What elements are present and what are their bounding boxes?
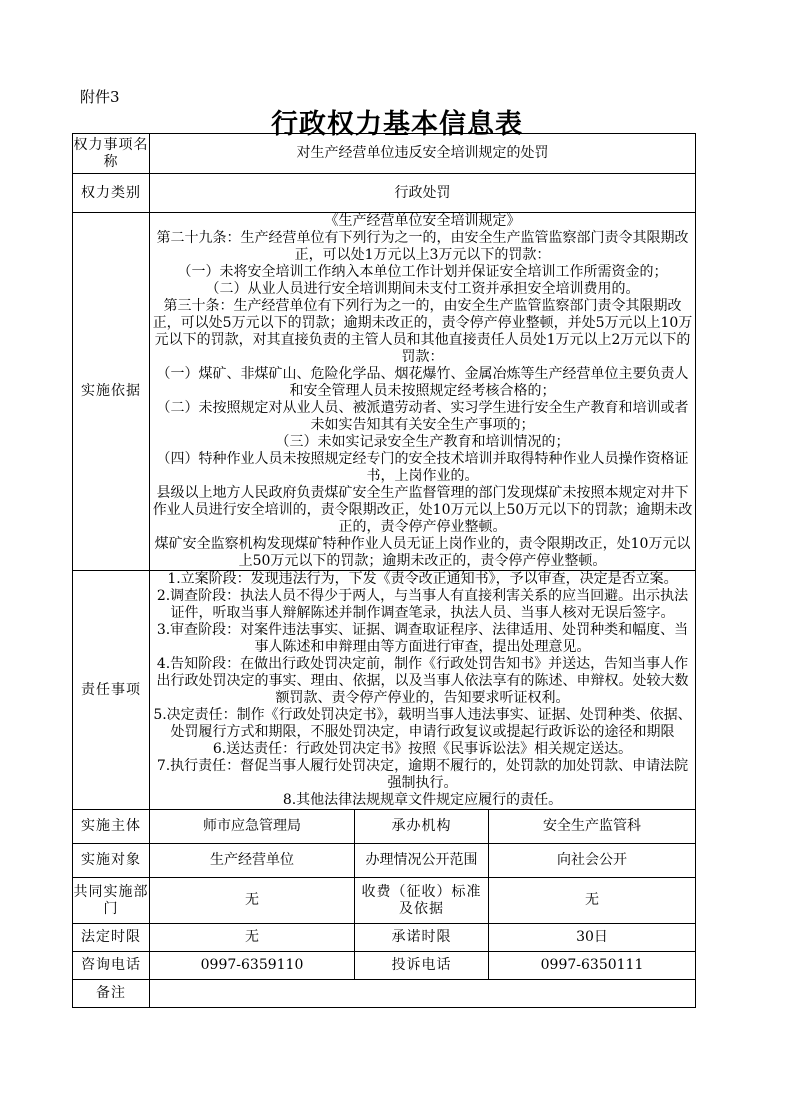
basis-line: （一）未将安全培训工作纳入本单位工作计划并保证安全培训工作所需资金的； <box>177 264 668 280</box>
consult-phone-label: 咨询电话 <box>73 952 150 980</box>
basis-line: 煤矿安全监察机构发现煤矿特种作业人员无证上岗作业的，责令限期改正，处10万元以上50万元以下的罚款；逾期未改正的，责令停产停业整顿。 <box>154 536 691 569</box>
subject-value: 师市应急管理局 <box>150 810 355 844</box>
agency-label: 承办机构 <box>355 810 489 844</box>
responsibility-line: 3.审查阶段：对案件违法事实、证据、调查取证程序、法律适用、处罚种类和幅度、当事人陈述和申辩理由等方面进行审查，提出处理意见。 <box>156 622 689 655</box>
row-basis <box>73 213 696 571</box>
responsibility-label: 责任事项 <box>73 571 150 810</box>
legal-time-label: 法定时限 <box>73 924 150 952</box>
basis-line: （四）特种作业人员未按照规定经专门的安全技术培训并取得特种作业人员操作资格证书，上岗作业的。 <box>156 451 689 484</box>
basis-line: （一）煤矿、非煤矿山、危险化学品、烟花爆竹、金属冶炼等生产经营单位主要负责人和安全管理人员未按照规定经考核合格的； <box>156 366 689 399</box>
row-responsibility <box>73 571 696 810</box>
basis-line: 第二十九条：生产经营单位有下列行为之一的，由安全生产监管监察部门责令其限期改正，可以处1万元以上3万元以下的罚款： <box>156 230 689 263</box>
page-title: 行政权力基本信息表 <box>271 109 523 140</box>
responsibility-line: 6.送达责任：行政处罚决定书》按照《民事诉讼法》相关规定送达。 <box>212 741 633 757</box>
basis-line: （三）未如实记录安全生产教育和培训情况的； <box>275 434 570 450</box>
target-label: 实施对象 <box>73 844 150 878</box>
info-table <box>72 133 696 1008</box>
disclosure-value: 向社会公开 <box>489 844 696 878</box>
target-value: 生产经营单位 <box>150 844 355 878</box>
consult-phone-value: 0997-6359110 <box>150 952 355 980</box>
category-label: 权力类别 <box>73 174 150 213</box>
basis-label: 实施依据 <box>73 213 150 571</box>
attachment-label: 附件3 <box>80 88 120 106</box>
item-name-label: 权力事项名称 <box>73 134 150 174</box>
row-time <box>73 924 696 952</box>
responsibility-text <box>150 571 696 810</box>
legal-time-value: 无 <box>150 924 355 952</box>
basis-text <box>150 213 696 571</box>
responsibility-line: 1.立案阶段：发现违法行为，下发《责令改正通知书》，予以审查，决定是否立案。 <box>167 571 678 587</box>
basis-line: （二）从业人员进行安全培训期间未支付工资并承担安全培训费用的。 <box>205 281 640 297</box>
row-remark <box>73 980 696 1008</box>
row-phone <box>73 952 696 980</box>
complaint-phone-label: 投诉电话 <box>355 952 489 980</box>
category-value: 行政处罚 <box>150 174 696 213</box>
responsibility-line: 4.告知阶段：在做出行政处罚决定前，制作《行政处罚告知书》并送达，告知当事人作出行政处罚决定的事实、理由、依据，以及当事人依法享有的陈述、申辩权。处较大数额罚款、责令停产停业的，告知要求听证权利。 <box>156 656 689 706</box>
subject-label: 实施主体 <box>73 810 150 844</box>
row-subject <box>73 810 696 844</box>
joint-label: 共同实施部门 <box>73 878 150 924</box>
responsibility-line: 5.决定责任：制作《行政处罚决定书》，载明当事人违法事实、证据、处罚种类、依据、处罚履行方式和期限，不服处罚决定，申请行政复议或提起行政诉讼的途径和期限 <box>153 707 692 740</box>
responsibility-line: 8.其他法律法规规章文件规定应履行的责任。 <box>282 792 563 808</box>
promise-time-label: 承诺时限 <box>355 924 489 952</box>
row-category <box>73 174 696 213</box>
row-joint <box>73 878 696 924</box>
fee-label: 收费（征收）标准及依据 <box>355 878 489 924</box>
agency-value: 安全生产监管科 <box>489 810 696 844</box>
remark-label: 备注 <box>73 980 150 1008</box>
responsibility-line: 7.执行责任：督促当事人履行处罚决定，逾期不履行的，处罚款的加处罚款、申请法院强制执行。 <box>156 758 689 791</box>
fee-value: 无 <box>489 878 696 924</box>
responsibility-line: 2.调查阶段：执法人员不得少于两人，与当事人有直接利害关系的应当回避。出示执法证件，听取当事人辩解陈述并制作调查笔录，执法人员、当事人核对无误后签字。 <box>156 588 689 621</box>
row-target <box>73 844 696 878</box>
row-item-name <box>73 134 696 174</box>
promise-time-value: 30日 <box>489 924 696 952</box>
basis-line: 《生产经营单位安全培训规定》 <box>324 213 521 229</box>
item-name-value: 对生产经营单位违反安全培训规定的处罚 <box>150 134 696 174</box>
remark-value <box>150 980 696 1008</box>
complaint-phone-value: 0997-6350111 <box>489 952 696 980</box>
disclosure-label: 办理情况公开范围 <box>355 844 489 878</box>
basis-line: 第三十条：生产经营单位有下列行为之一的，由安全生产监管监察部门责令其限期改正，可以处5万元以下的罚款；逾期未改正的，责令停产停业整顿，并处5万元以上10万元以下的罚款，对其直接负责的主管人员和其他直接责任人员处1万元以上2万元以下的罚款： <box>152 298 693 365</box>
basis-line: 县级以上地方人民政府负责煤矿安全生产监督管理的部门发现煤矿未按照本规定对井下作业人员进行安全培训的，责令限期改正，处10万元以上50万元以下的罚款；逾期未改正的，责令停产停业整顿。 <box>152 485 693 535</box>
joint-value: 无 <box>150 878 355 924</box>
basis-line: （二）未按照规定对从业人员、被派遣劳动者、实习学生进行安全生产教育和培训或者未如实告知其有关安全生产事项的； <box>156 400 689 433</box>
